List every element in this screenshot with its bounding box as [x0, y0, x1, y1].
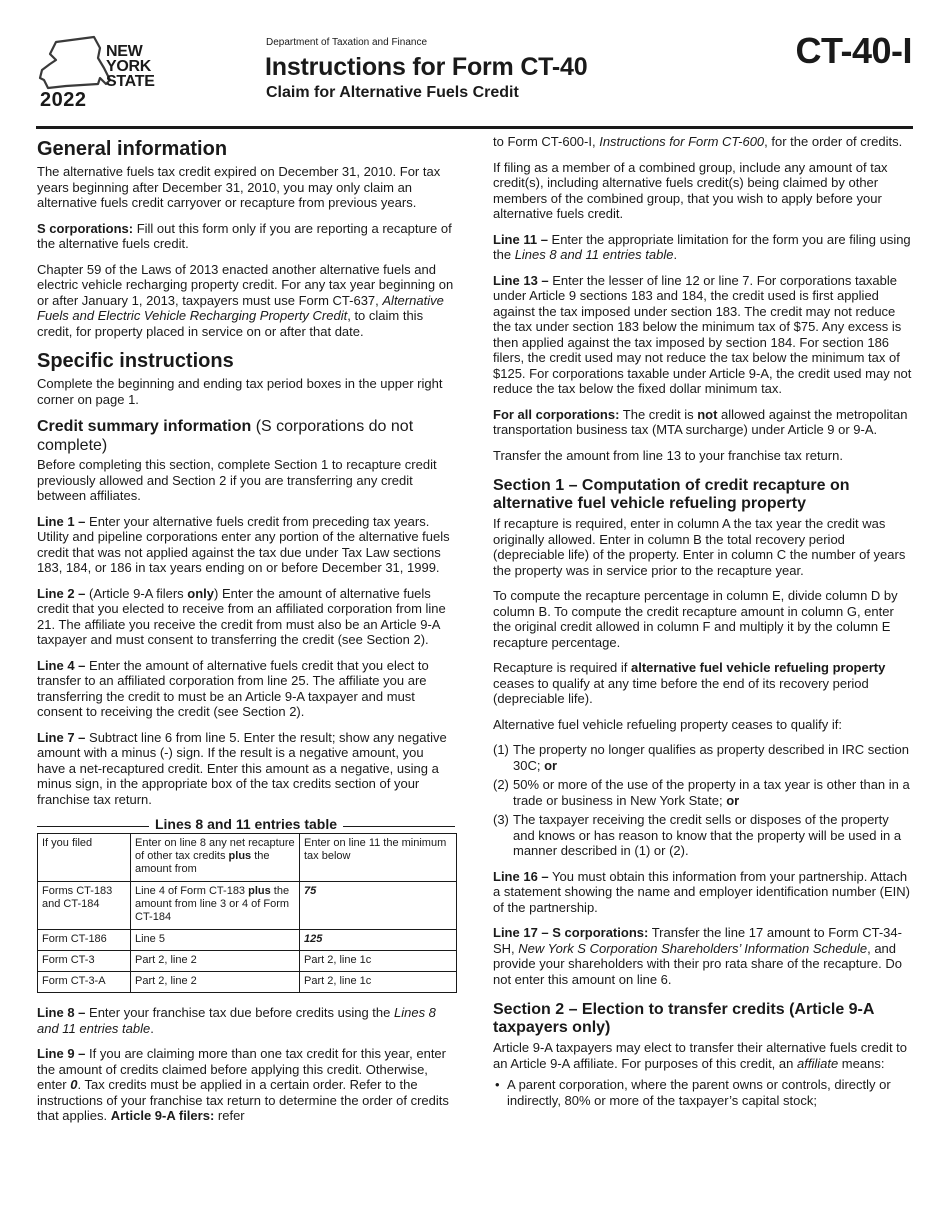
general-information-heading: General information [37, 138, 228, 160]
line-16-instruction: Line 16 – You must obtain this information from your partnership. Attach a statement showing the name and employer identification number (EIN) of the partnership. [493, 868, 910, 915]
page-header [0, 0, 950, 128]
s-corporations-paragraph: S corporations: Fill out this form only if you are reporting a recapture of the alternative fuels credit. [37, 220, 452, 251]
line-9-instruction: Line 9 – If you are claiming more than one tax credit for this year, enter the amount of credits claimed before applying this credit. Otherwise, enter 0. Tax credits must be applied in a certain order. Refer to the instructions of your franchise tax return to determine the order of credits that applies. Article 9-A filers: refer [37, 1046, 449, 1123]
line-1-instruction: Line 1 – Enter your alternative fuels credit from preceding tax years. Utility and pipeline corporations enter any portion of the alternative fuels credit that was not applied against the tax due under Tax Law sections 183, 184, or 186 in tax years ending on or before December 31, 1999. [37, 513, 450, 575]
line-2-instruction: Line 2 – (Article 9-A filers only) Enter the amount of alternative fuels credit that you elected to receive from an affiliated corporation from line 21. The affiliate you receive the credit from must also be an Article 9-A taxpayer and must consent to transferring the credit (see Section 2). [37, 585, 446, 647]
section-1-paragraph: Recapture is required if alternative fuel vehicle refueling property ceases to qualify at any time before the end of its recovery period (depreciable life). [493, 660, 886, 706]
new-york-state-map-icon [36, 34, 114, 96]
header-rule [36, 126, 913, 129]
combined-group-paragraph: If filing as a member of a combined group, include any amount of tax credit(s), including alternative fuels credit(s) being claimed by other members of the combined group, that you wish to apply before your alternative fuels credit. [493, 159, 888, 221]
table-cell: Part 2, line 1c [300, 951, 457, 972]
line-11-instruction: Line 11 – Enter the appropriate limitation for the form you are filing using the Lines 8 and 11 entries table. [493, 231, 911, 262]
line-7-instruction: Line 7 – Subtract line 6 from line 5. Enter the result; show any negative amount with a minus (-) sign. If the result is a negative amount, you have a net-recaptured credit. Enter this amount as a negative, using a minus sign, in the appropriate box of the tax credits section of your franchise tax return. [37, 729, 447, 807]
specific-instructions-heading: Specific instructions [37, 350, 234, 372]
nys-logo [36, 34, 176, 116]
table-cell: Part 2, line 2 [131, 951, 300, 972]
list-item: • A parent corporation, where the parent owns or controls, directly or indirectly, 80% or more of the taxpayer’s capital stock; [493, 1077, 913, 1108]
line-4-instruction: Line 4 – Enter the amount of alternative fuels credit that you elect to transfer to an affiliated corporation from line 25. The affiliate you are transferring the credit to must be an Article 9-A taxpayer and must consent to receiving the credit (see Section 2). [37, 657, 429, 719]
table-row [38, 882, 457, 930]
list-item: (2) 50% or more of the use of the property in a tax year is other than in a trade or business in New York State; or [493, 777, 910, 808]
table-cell: 125 [300, 930, 457, 951]
table-cell: Form CT-186 [38, 930, 131, 951]
section-1-paragraph: If recapture is required, enter in column A the tax year the credit was originally allowed. Enter in column B the total recovery period (depreciable life) of the property. Enter in column C the number of years the property was in service prior to the recapture year. [493, 516, 906, 578]
credit-summary-paragraph: Before completing this section, complete Section 1 to recapture credit previously allowed and Section 2 if you are transferring any credit between affiliates. [37, 457, 437, 503]
table-cell: Line 4 of Form CT-183 plus the amount from line 3 or 4 of Form CT-184 [131, 882, 300, 930]
section-1-paragraph: Alternative fuel vehicle refueling property ceases to qualify if: [493, 716, 843, 732]
line-8-instruction: Line 8 – Enter your franchise tax due before credits using the Lines 8 and 11 entries table. [37, 1005, 436, 1036]
entries-table-title: Lines 8 and 11 entries table [37, 817, 455, 833]
line-9-continued: to Form CT-600-I, Instructions for Form CT-600, for the order of credits. [493, 134, 903, 149]
list-item: (3) The taxpayer receiving the credit sells or disposes of the property and knows or has reason to know that the property will be used in a manner described in (1) or (2). [493, 812, 902, 858]
table-cell: Form CT-3-A [38, 972, 131, 993]
line-13-instruction: Line 13 – Enter the lesser of line 12 or line 7. For corporations taxable under Article 9 sections 183 and 184, the credit used is first applied against the tax imposed under section 183. The credit may not reduce the tax under section 183 below the minimum tax of $75. Any excess is then applied against the tax imposed by section 184. For section 186 filers, the credit used may not reduce the tax below the minimum tax of $125. For corporations taxable under Article 9-A, the credit used may not reduce the tax below the fixed dollar minimum tax. [493, 272, 912, 396]
table-header-row [38, 834, 457, 882]
table-row [38, 951, 457, 972]
section-1-paragraph: To compute the recapture percentage in column E, divide column D by column B. To compute the credit recapture amount in column G, enter the original credit allowed in column F and multiply it by the column E recapture percentage. [493, 588, 898, 650]
page-title: Instructions for Form CT-40 [265, 53, 588, 81]
section-2-paragraph: Article 9-A taxpayers may elect to transfer their alternative fuels credit to an Article 9-A affiliate. For purposes of this credit, an affiliate means: [493, 1040, 908, 1071]
lines-8-11-entries-table [37, 833, 457, 993]
transfer-paragraph: Transfer the amount from line 13 to your franchise tax return. [493, 447, 843, 463]
form-year: 2022 [40, 89, 87, 111]
department-name: Department of Taxation and Finance [266, 37, 428, 48]
table-header-cell: Enter on line 11 the minimum tax below [300, 834, 457, 882]
table-cell: Part 2, line 2 [131, 972, 300, 993]
form-number: CT-40-I [795, 30, 912, 71]
table-header-cell: Enter on line 8 any net recapture of other tax credits plus the amount from [131, 834, 300, 882]
table-header-cell: If you filed [38, 834, 131, 882]
qualification-conditions-list [493, 742, 913, 859]
general-paragraph: The alternative fuels tax credit expired on December 31, 2010. For tax years beginning after December 31, 2010, you may only claim an alternative fuels credit carryover or recapture from previous years. [37, 164, 441, 210]
table-cell: Part 2, line 1c [300, 972, 457, 993]
page-subtitle: Claim for Alternative Fuels Credit [266, 84, 519, 101]
table-row [38, 930, 457, 951]
section-1-heading: Section 1 – Computation of credit recapture on alternative fuel vehicle refueling property [493, 477, 850, 512]
section-2-heading: Section 2 – Election to transfer credits (Article 9-A taxpayers only) [493, 1001, 874, 1036]
specific-paragraph: Complete the beginning and ending tax period boxes in the upper right corner on page 1. [37, 376, 443, 407]
affiliate-definition-list [493, 1077, 913, 1108]
table-cell: Forms CT-183 and CT-184 [38, 882, 131, 930]
entries-table-container [37, 817, 455, 993]
all-corporations-paragraph: For all corporations: The credit is not allowed against the metropolitan transportation business tax (MTA surcharge) under Article 9 or 9-A. [493, 406, 908, 437]
table-row [38, 972, 457, 993]
right-column [493, 134, 913, 1108]
table-cell: Line 5 [131, 930, 300, 951]
line-17-instruction: Line 17 – S corporations: Transfer the line 17 amount to Form CT-34-SH, New York S Corporation Shareholders’ Information Schedule, and provide your shareholders with their pro rata share of the recapture. Do not enter this amount on line 6. [493, 925, 902, 987]
left-column [37, 134, 455, 1134]
table-cell: Form CT-3 [38, 951, 131, 972]
table-cell: 75 [300, 882, 457, 930]
chapter-59-paragraph: Chapter 59 of the Laws of 2013 enacted another alternative fuels and electric vehicle recharging property credit. For any tax year beginning on or after January 1, 2013, taxpayers must use Form CT-637, Alternative Fuels and Electric Vehicle Recharging Property Credit, to claim this credit, for property placed in service on or after that date. [37, 261, 454, 339]
list-item: (1) The property no longer qualifies as property described in IRC section 30C; or [493, 742, 909, 773]
logo-state-name: NEW YORK STATE [106, 43, 155, 90]
credit-summary-heading: Credit summary information (S corporations do not complete) [37, 418, 414, 454]
